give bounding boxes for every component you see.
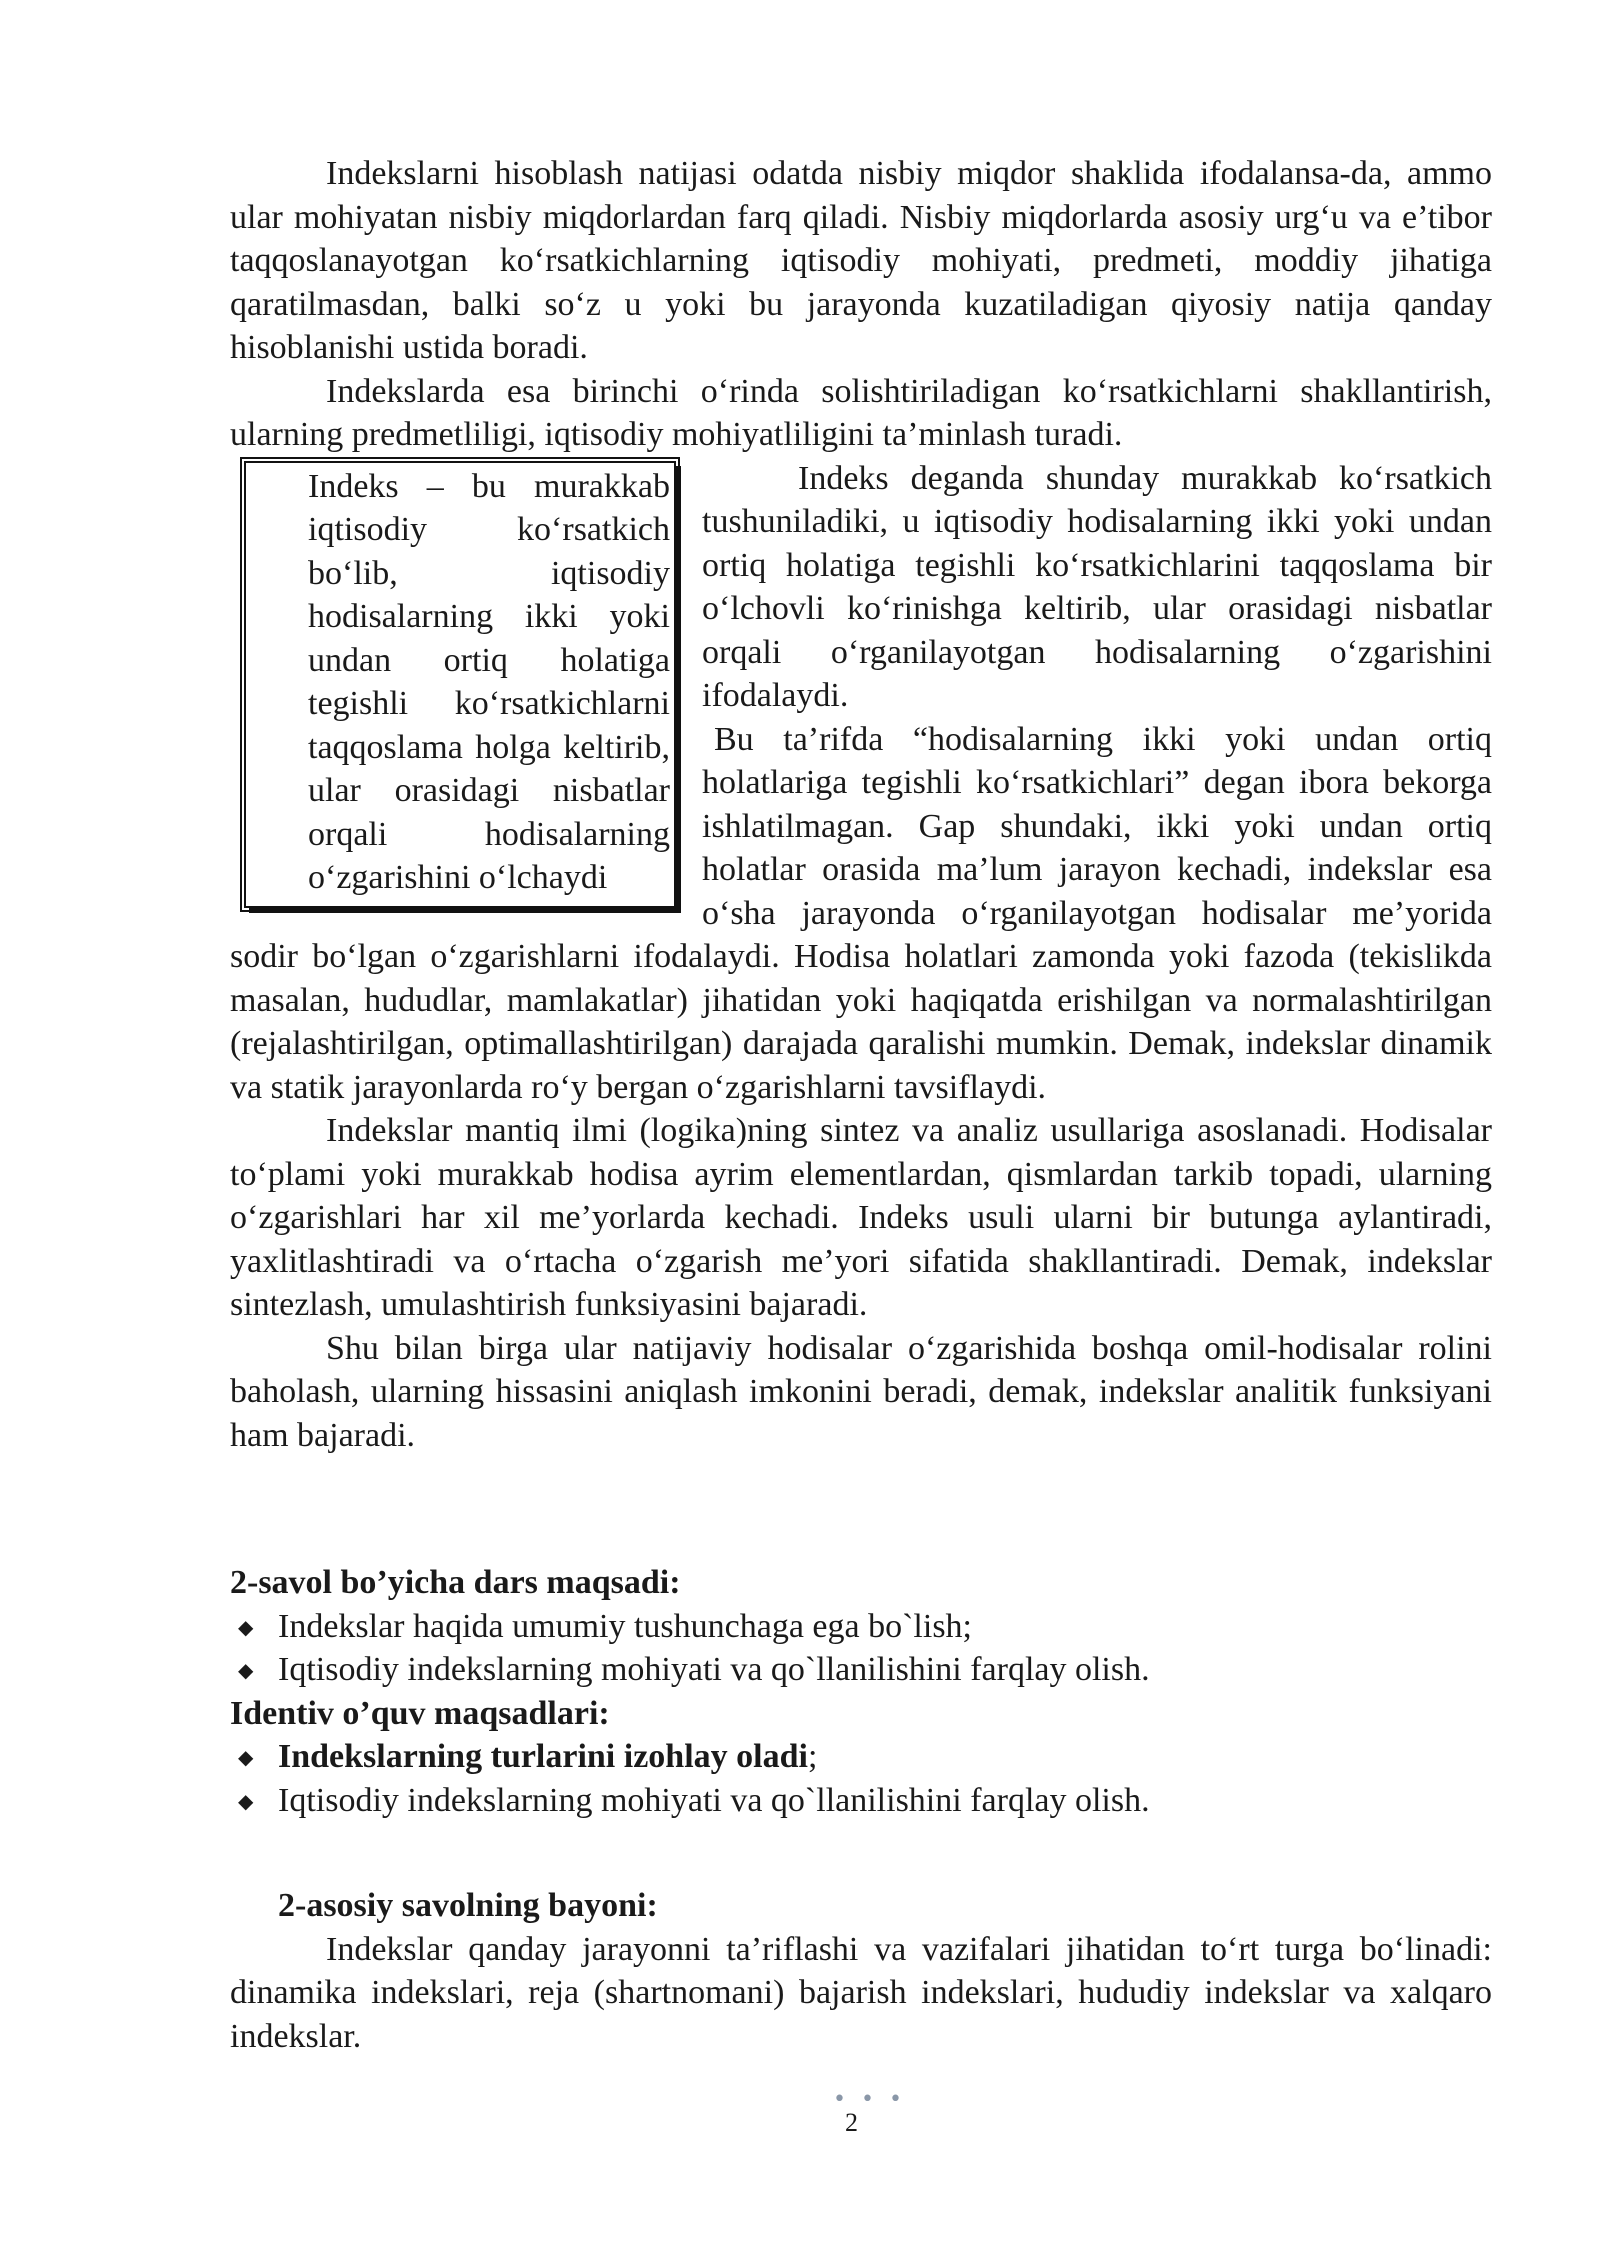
paragraph: Indekslar mantiq ilmi (logika)ning sintez va analiz usullariga asoslanadi. Hodisalar to‘plami yoki murakkab hodisa ayrim elementlardan, qismlardan tarkib topadi, ularning o‘zgarishlari har xil me’yorlarda kechadi. Indeks usuli ularni bir butunga aylantiradi, yaxlitlashtiradi va o‘rtacha o‘zgarish me’yori sifatida shakllantiradi. Demak, indekslar sintezlash, umulashtirish funksiyasini bajaradi. — [230, 1112, 1492, 1323]
paragraph: Indekslar qanday jarayonni ta’riflashi va vazifalari jihatidan to‘rt turga bo‘linadi: dinamika indekslari, reja (shartnomani) bajarish indekslari, hududiy indekslar va xalqaro indekslar. — [230, 1930, 1492, 2055]
list-item-punctuation: ; — [807, 1738, 818, 1775]
list-item-text: Iqtisodiy indekslarning mohiyati va qo`llanilishini farqlay olish. — [278, 1781, 1150, 1819]
vertical-gap — [230, 1822, 1492, 1884]
goals-list — [230, 1605, 1492, 1692]
definition-text: Indeks – bu murakkab iqtisodiy ko‘rsatkich bo‘lib, iqtisodiy hodisalarning ikki yoki undan ortiq holatiga tegishli ko‘rsatkichlarni taqqoslama holga keltirib, ular orasidagi nisbatlar orqali hodisalarning o‘zgarishini o‘lchaydi — [308, 467, 670, 896]
paragraph: Indeks deganda shunday murakkab ko‘rsatkich tushuniladiki, u iqtisodiy hodisalarning ikki yoki undan ortiq holatiga tegishli ko‘rsatkichlarini taqqoslama bir o‘lchovli ko‘rinishga keltirib, ular orasidagi nisbatlar orqali o‘rganilayotgan hodisalarning o‘zgarishini ifodalaydi. — [702, 459, 1492, 714]
list-item — [230, 1779, 1492, 1823]
goals-heading: 2-savol bo’yicha dars maqsadi: — [230, 1564, 681, 1601]
diamond-bullet-icon: ◆ — [238, 1616, 254, 1639]
diamond-bullet-icon: ◆ — [238, 1790, 254, 1813]
paragraph: Indekslarni hisoblash natijasi odatda nisbiy miqdor shaklida ifodalansa-da, ammo ular mohiyatan nisbiy miqdorlardan farq qiladi. Nisbiy miqdorlarda asosiy urg‘u va e’tibor taqqoslanayotgan ko‘rsatkichlarning iqtisodiy mohiyati, predmeti, moddiy jihatiga qaratilmasdan, balki so‘z u yoki bu jarayonda kuzatiladigan qiyosiy natija qanday hisoblanishi ustida boradi. — [230, 155, 1492, 366]
definition-box — [244, 461, 676, 908]
list-item-text-bold: Indekslarning turlarini izohlay oladi — [278, 1738, 808, 1775]
page-dots: • • • — [833, 2087, 906, 2112]
paragraph: Indekslarda esa birinchi o‘rinda solishtiriladigan ko‘rsatkichlarni shakllantirish, ularning predmetliligi, iqtisodiy mohiyatliligini ta’minlash turadi. — [230, 372, 1492, 453]
identive-heading: Identiv o’quv maqsadlari: — [230, 1694, 610, 1732]
list-item — [230, 1605, 1492, 1649]
page-number: 2 — [845, 2108, 858, 2137]
diamond-bullet-icon: ◆ — [238, 1660, 254, 1682]
diamond-bullet-icon: ◆ — [238, 1747, 254, 1769]
list-item-text: Indekslar haqida umumiy tushunchaga ega bo`lish; — [278, 1607, 972, 1645]
text-body — [230, 152, 1492, 2058]
identive-list — [230, 1735, 1492, 1822]
list-item — [230, 1735, 1492, 1779]
vertical-gap — [230, 1457, 1492, 1561]
section-heading: 2-asosiy savolning bayoni: — [278, 1887, 658, 1924]
paragraph: Bu ta’rifda “hodisalarning ikki yoki undan ortiq holatlariga tegishli ko‘rsatkichlari” degan ibora bekorga ishlatilmagan. Gap shundaki, ikki yoki undan ortiq holatlar orasida ma’lum jarayon kechadi, indekslar esa o‘sha jarayonda o‘rganilayotgan hodisalar me’yorida sodir bo‘lgan o‘zgarishlarni ifodalaydi. Hodisa holatlari zamonda yoki fazoda (tekislikda masalan, hududlar, mamlakatlar) jihatidan yoki haqiqatda erishilgan va normalashtirilgan (rejalashtirilgan, optimallashtirilgan) darajada qaralishi mumkin. Demak, indekslar dinamik va statik jarayonlarda ro‘y bergan o‘zgarishlarni tavsiflaydi. — [230, 720, 1492, 1106]
list-item — [230, 1648, 1492, 1692]
paragraph: Shu bilan birga ular natijaviy hodisalar o‘zgarishida boshqa omil-hodisalar rolini baholash, ularning hissasini aniqlash imkonini beradi, demak, indekslar analitik funksiyani ham bajaradi. — [230, 1329, 1492, 1454]
list-item-text: Iqtisodiy indekslarning mohiyati va qo`llanilishini farqlay olish. — [278, 1651, 1150, 1688]
